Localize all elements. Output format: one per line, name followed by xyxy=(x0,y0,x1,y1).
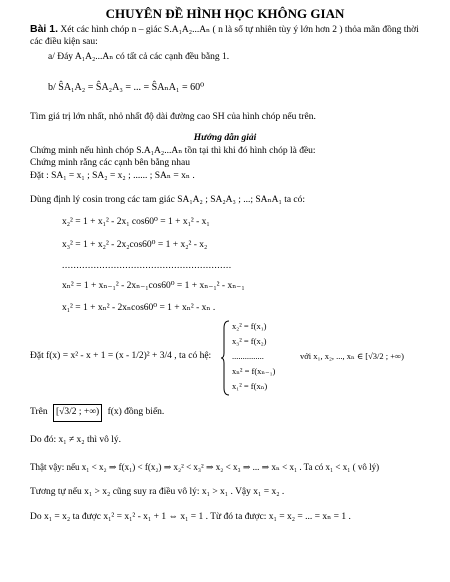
equation-ellipsis: ........................................................... xyxy=(62,261,232,271)
solution-line-5 xyxy=(30,404,164,422)
problem-statement: Xét các hình chóp n – giác S.A₁A₂...Aₙ ( n là số tự nhiên tùy ý lớn hơn 2 ) thỏa mãn đồng thời xyxy=(60,25,419,35)
condition-b: b/ ŜA₁A₂ = ŜA₂A₃ = ... = ŜAₙA₁ = 60⁰ xyxy=(48,82,205,93)
define-f: Đặt f(x) = x² - x + 1 = (x - 1/2)² + 3/4 , ta có hệ: xyxy=(30,351,212,361)
system-eq-4: x₁² = f(xₙ) xyxy=(232,381,268,391)
system-eq-3: xₙ² = f(xₙ₋₁) xyxy=(232,366,276,376)
problem-question: Tìm giá trị lớn nhất, nhỏ nhất độ dài đường cao SH của hình chóp nếu trên. xyxy=(30,112,316,122)
solution-line-2: Chứng minh rằng các cạnh bên bằng nhau xyxy=(30,158,191,168)
interval-prefix: Trên xyxy=(30,407,48,417)
system-brace-icon xyxy=(221,320,231,396)
solution-heading: Hướng dẫn giải xyxy=(193,133,257,143)
equation-4: x₁² = 1 + xₙ² - 2xₙcos60⁰ = 1 + xₙ² - xₙ . xyxy=(62,303,216,313)
equation-1: x₂² = 1 + x₁² - 2x₁ cos60⁰ = 1 + x₁² - x₁ xyxy=(62,217,210,227)
system-eq-1: x₂² = f(x₁) xyxy=(232,321,267,331)
solution-line-6: Do đó: x₁ ≠ x₂ thì vô lý. xyxy=(30,435,122,445)
solution-line-7: Thật vậy: nếu x₁ < x₂ ⇒ f(x₁) < f(x₂) ⇒ x₂² < x₃² ⇒ x₂ < x₃ ⇒ ... ⇒ xₙ < x₁ . Ta có x₁ < x₁ ( vô lý) xyxy=(30,462,380,472)
problem-line-2: các điều kiện sau: xyxy=(30,37,98,47)
solution-line-1: Chứng minh nếu hình chóp S.A₁A₂...Aₙ tồn tại thì khi đó hình chóp là đều: xyxy=(30,146,316,156)
equation-3: xₙ² = 1 + xₙ₋₁² - 2xₙ₋₁cos60⁰ = 1 + xₙ₋₁² - xₙ₋₁ xyxy=(62,281,245,291)
solution-line-3: Đặt : SA₁ = x₁ ; SA₂ = x₂ ; ...... ; SAₙ = xₙ . xyxy=(30,171,195,181)
solution-line-8: Tương tự nếu x₁ > x₂ cũng suy ra điều vô lý: x₁ > x₁ . Vậy x₁ = x₂ . xyxy=(30,487,285,497)
equation-2: x₃² = 1 + x₂² - 2x₂cos60⁰ = 1 + x₂² - x₂ xyxy=(62,240,208,250)
solution-line-9: Do x₁ = x₂ ta được x₁² = x₁² - x₁ + 1 ⇔ x₁ = 1 . Từ đó ta được: x₁ = x₂ = ... = xₙ = 1 . xyxy=(30,512,351,522)
system-eq-2: x₃² = f(x₂) xyxy=(232,336,267,346)
problem-label: Bài 1. xyxy=(30,23,59,35)
condition-a: a/ Đáy A₁A₂...Aₙ có tất cả các cạnh đều bằng 1. xyxy=(48,52,230,62)
interval: [√3/2 ; +∞) xyxy=(53,404,102,422)
page-title: CHUYÊN ĐỀ HÌNH HỌC KHÔNG GIAN xyxy=(105,6,345,21)
problem-line-1 xyxy=(30,24,419,36)
system-condition: với x₁, x₂, ..., xₙ ∈ [√3/2 ; +∞) xyxy=(300,351,404,361)
system-eq-ellipsis: ............... xyxy=(232,351,264,361)
interval-suffix: f(x) đồng biến. xyxy=(107,407,165,417)
solution-line-4: Dùng định lý cosin trong các tam giác SA₁A₂ ; SA₂A₃ ; ...; SAₙA₁ ta có: xyxy=(30,195,306,205)
